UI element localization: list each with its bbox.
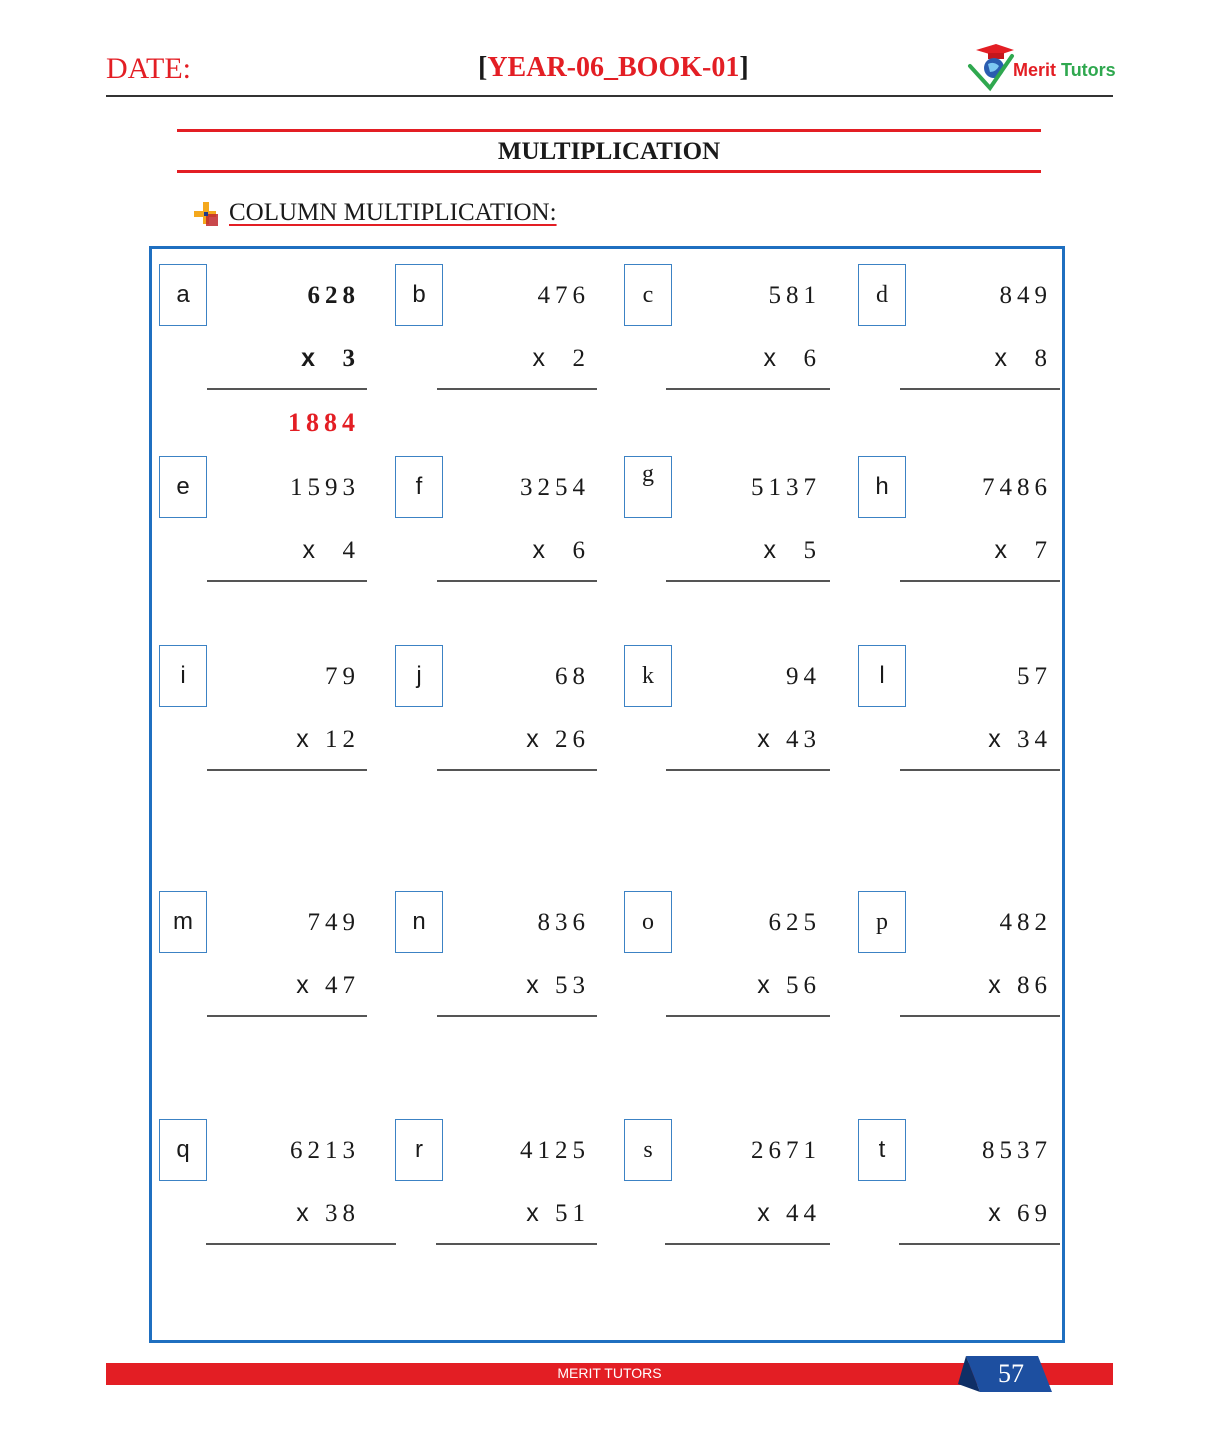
multiplicand: 628 bbox=[307, 282, 360, 309]
multiply-sign: x bbox=[757, 1199, 775, 1227]
multiplicand: 2671 bbox=[751, 1137, 821, 1164]
multiplicand: 836 bbox=[537, 909, 590, 936]
problem-label: q bbox=[159, 1119, 207, 1181]
multiplicand: 849 bbox=[999, 282, 1052, 309]
multiplier: 34 bbox=[1017, 726, 1052, 753]
multiplier: 5 bbox=[803, 537, 821, 564]
multiplier: 3 bbox=[342, 345, 360, 372]
multiplier: 12 bbox=[325, 726, 360, 753]
multiply-sign: x bbox=[757, 971, 775, 999]
multiplicand: 1593 bbox=[290, 474, 360, 501]
logo-text bbox=[1013, 60, 1116, 81]
multiply-sign: x bbox=[526, 971, 544, 999]
multiplicand: 625 bbox=[768, 909, 821, 936]
multiplicand: 749 bbox=[307, 909, 360, 936]
bracket-close: ] bbox=[739, 52, 749, 83]
multiply-sign: x bbox=[757, 725, 775, 753]
multiplier: 44 bbox=[786, 1200, 821, 1227]
answer-line bbox=[900, 388, 1060, 390]
multiply-sign: x bbox=[763, 536, 781, 564]
multiply-sign: x bbox=[994, 344, 1012, 372]
multiplier-row bbox=[296, 1199, 360, 1228]
problem-label: m bbox=[159, 891, 207, 953]
multiplier-row bbox=[526, 725, 590, 754]
multiply-sign: x bbox=[532, 536, 550, 564]
date-label: DATE: bbox=[106, 52, 191, 85]
problem-label: k bbox=[624, 645, 672, 707]
problem-label: s bbox=[624, 1119, 672, 1181]
multiplicand: 7486 bbox=[982, 474, 1052, 501]
multiplier-row bbox=[533, 344, 591, 373]
multiplier: 56 bbox=[786, 972, 821, 999]
multiply-sign: x bbox=[988, 1199, 1006, 1227]
multiply-sign: x bbox=[296, 971, 314, 999]
problem-label: i bbox=[159, 645, 207, 707]
multiply-sign: x bbox=[296, 725, 314, 753]
multiply-sign: x bbox=[763, 344, 781, 372]
answer-line bbox=[437, 580, 597, 582]
book-code-text: YEAR-06_BOOK-01 bbox=[487, 52, 740, 83]
answer-line bbox=[207, 769, 367, 771]
multiplier: 6 bbox=[803, 345, 821, 372]
problem-label: l bbox=[858, 645, 906, 707]
multiplicand: 6213 bbox=[290, 1137, 360, 1164]
multiplier-row bbox=[764, 344, 822, 373]
problem-label: e bbox=[159, 456, 207, 518]
multiply-sign: x bbox=[988, 725, 1006, 753]
multiplier-row bbox=[995, 344, 1053, 373]
problem-label: p bbox=[858, 891, 906, 953]
book-code bbox=[478, 52, 749, 84]
multiplicand: 5137 bbox=[751, 474, 821, 501]
answer-line bbox=[899, 1243, 1060, 1245]
problem-label: d bbox=[858, 264, 906, 326]
answer-line bbox=[207, 1015, 367, 1017]
multiplicand: 94 bbox=[786, 663, 821, 690]
answer-line bbox=[437, 388, 597, 390]
multiplicand: 3254 bbox=[520, 474, 590, 501]
multiply-sign: x bbox=[526, 1199, 544, 1227]
worked-answer: 1884 bbox=[288, 408, 360, 437]
multiplier: 2 bbox=[572, 345, 590, 372]
answer-line bbox=[666, 580, 830, 582]
multiplier-row bbox=[764, 536, 822, 565]
multiplier-row bbox=[988, 971, 1052, 1000]
title-rule-bottom bbox=[177, 170, 1041, 173]
multiply-sign: x bbox=[302, 536, 320, 564]
multiplicand: 68 bbox=[555, 663, 590, 690]
page-number: 57 bbox=[998, 1359, 1024, 1388]
answer-line bbox=[666, 769, 830, 771]
header-divider bbox=[106, 95, 1113, 97]
problem-label: b bbox=[395, 264, 443, 326]
answer-line bbox=[900, 1015, 1060, 1017]
problem-label: t bbox=[858, 1119, 906, 1181]
multiplicand: 8537 bbox=[982, 1137, 1052, 1164]
multiplier-row bbox=[757, 971, 821, 1000]
answer-line bbox=[207, 580, 367, 582]
multiplier-row bbox=[988, 1199, 1052, 1228]
multiplier: 86 bbox=[1017, 972, 1052, 999]
answer-line bbox=[207, 388, 367, 390]
multiplier: 26 bbox=[555, 726, 590, 753]
problem-label: c bbox=[624, 264, 672, 326]
multiplier-row bbox=[757, 1199, 821, 1228]
multiplier: 47 bbox=[325, 972, 360, 999]
answer-line bbox=[666, 1015, 830, 1017]
bullet-icon bbox=[194, 202, 218, 226]
problem-label: n bbox=[395, 891, 443, 953]
problem-label: g bbox=[624, 456, 672, 518]
multiplier-row bbox=[296, 725, 360, 754]
multiplier-row bbox=[533, 536, 591, 565]
logo-word-merit: Merit bbox=[1013, 60, 1057, 80]
multiplier-row bbox=[988, 725, 1052, 754]
answer-line bbox=[900, 580, 1060, 582]
multiplier: 7 bbox=[1034, 537, 1052, 564]
multiplier: 38 bbox=[325, 1200, 360, 1227]
logo-word-tutors: Tutors bbox=[1061, 60, 1116, 80]
multiplicand: 581 bbox=[768, 282, 821, 309]
problem-label: o bbox=[624, 891, 672, 953]
problem-label: f bbox=[395, 456, 443, 518]
multiplicand: 79 bbox=[325, 663, 360, 690]
multiplier: 8 bbox=[1034, 345, 1052, 372]
multiplicand: 57 bbox=[1017, 663, 1052, 690]
title-rule-top bbox=[177, 129, 1041, 132]
multiplier: 53 bbox=[555, 972, 590, 999]
answer-line bbox=[206, 1243, 396, 1245]
multiplier: 69 bbox=[1017, 1200, 1052, 1227]
multiply-sign: x bbox=[994, 536, 1012, 564]
multiplier-row bbox=[995, 536, 1053, 565]
multiply-sign: x bbox=[532, 344, 550, 372]
problem-label: a bbox=[159, 264, 207, 326]
page-title: MULTIPLICATION bbox=[497, 138, 721, 165]
bracket-open: [ bbox=[478, 52, 488, 83]
multiply-sign: x bbox=[988, 971, 1006, 999]
multiplier-row bbox=[526, 1199, 590, 1228]
answer-line bbox=[437, 1015, 597, 1017]
answer-line bbox=[665, 1243, 830, 1245]
multiplier-row bbox=[303, 536, 361, 565]
multiplier: 51 bbox=[555, 1200, 590, 1227]
multiplicand: 4125 bbox=[520, 1137, 590, 1164]
footer-label: MERIT TUTORS bbox=[557, 1365, 662, 1381]
problem-label: h bbox=[858, 456, 906, 518]
answer-line bbox=[900, 769, 1060, 771]
multiply-sign: x bbox=[301, 344, 320, 372]
worksheet-frame bbox=[149, 246, 1065, 1343]
answer-line bbox=[436, 1243, 597, 1245]
multiplier: 6 bbox=[572, 537, 590, 564]
multiplier-row bbox=[301, 344, 360, 373]
problem-label: r bbox=[395, 1119, 443, 1181]
problem-label: j bbox=[395, 645, 443, 707]
section-subheading: COLUMN MULTIPLICATION: bbox=[229, 199, 557, 226]
multiplier: 43 bbox=[786, 726, 821, 753]
multiplier-row bbox=[526, 971, 590, 1000]
answer-line bbox=[437, 769, 597, 771]
multiplier: 4 bbox=[342, 537, 360, 564]
answer-line bbox=[666, 388, 830, 390]
multiply-sign: x bbox=[296, 1199, 314, 1227]
multiply-sign: x bbox=[526, 725, 544, 753]
multiplicand: 476 bbox=[537, 282, 590, 309]
multiplier-row bbox=[757, 725, 821, 754]
multiplier-row bbox=[296, 971, 360, 1000]
multiplicand: 482 bbox=[999, 909, 1052, 936]
